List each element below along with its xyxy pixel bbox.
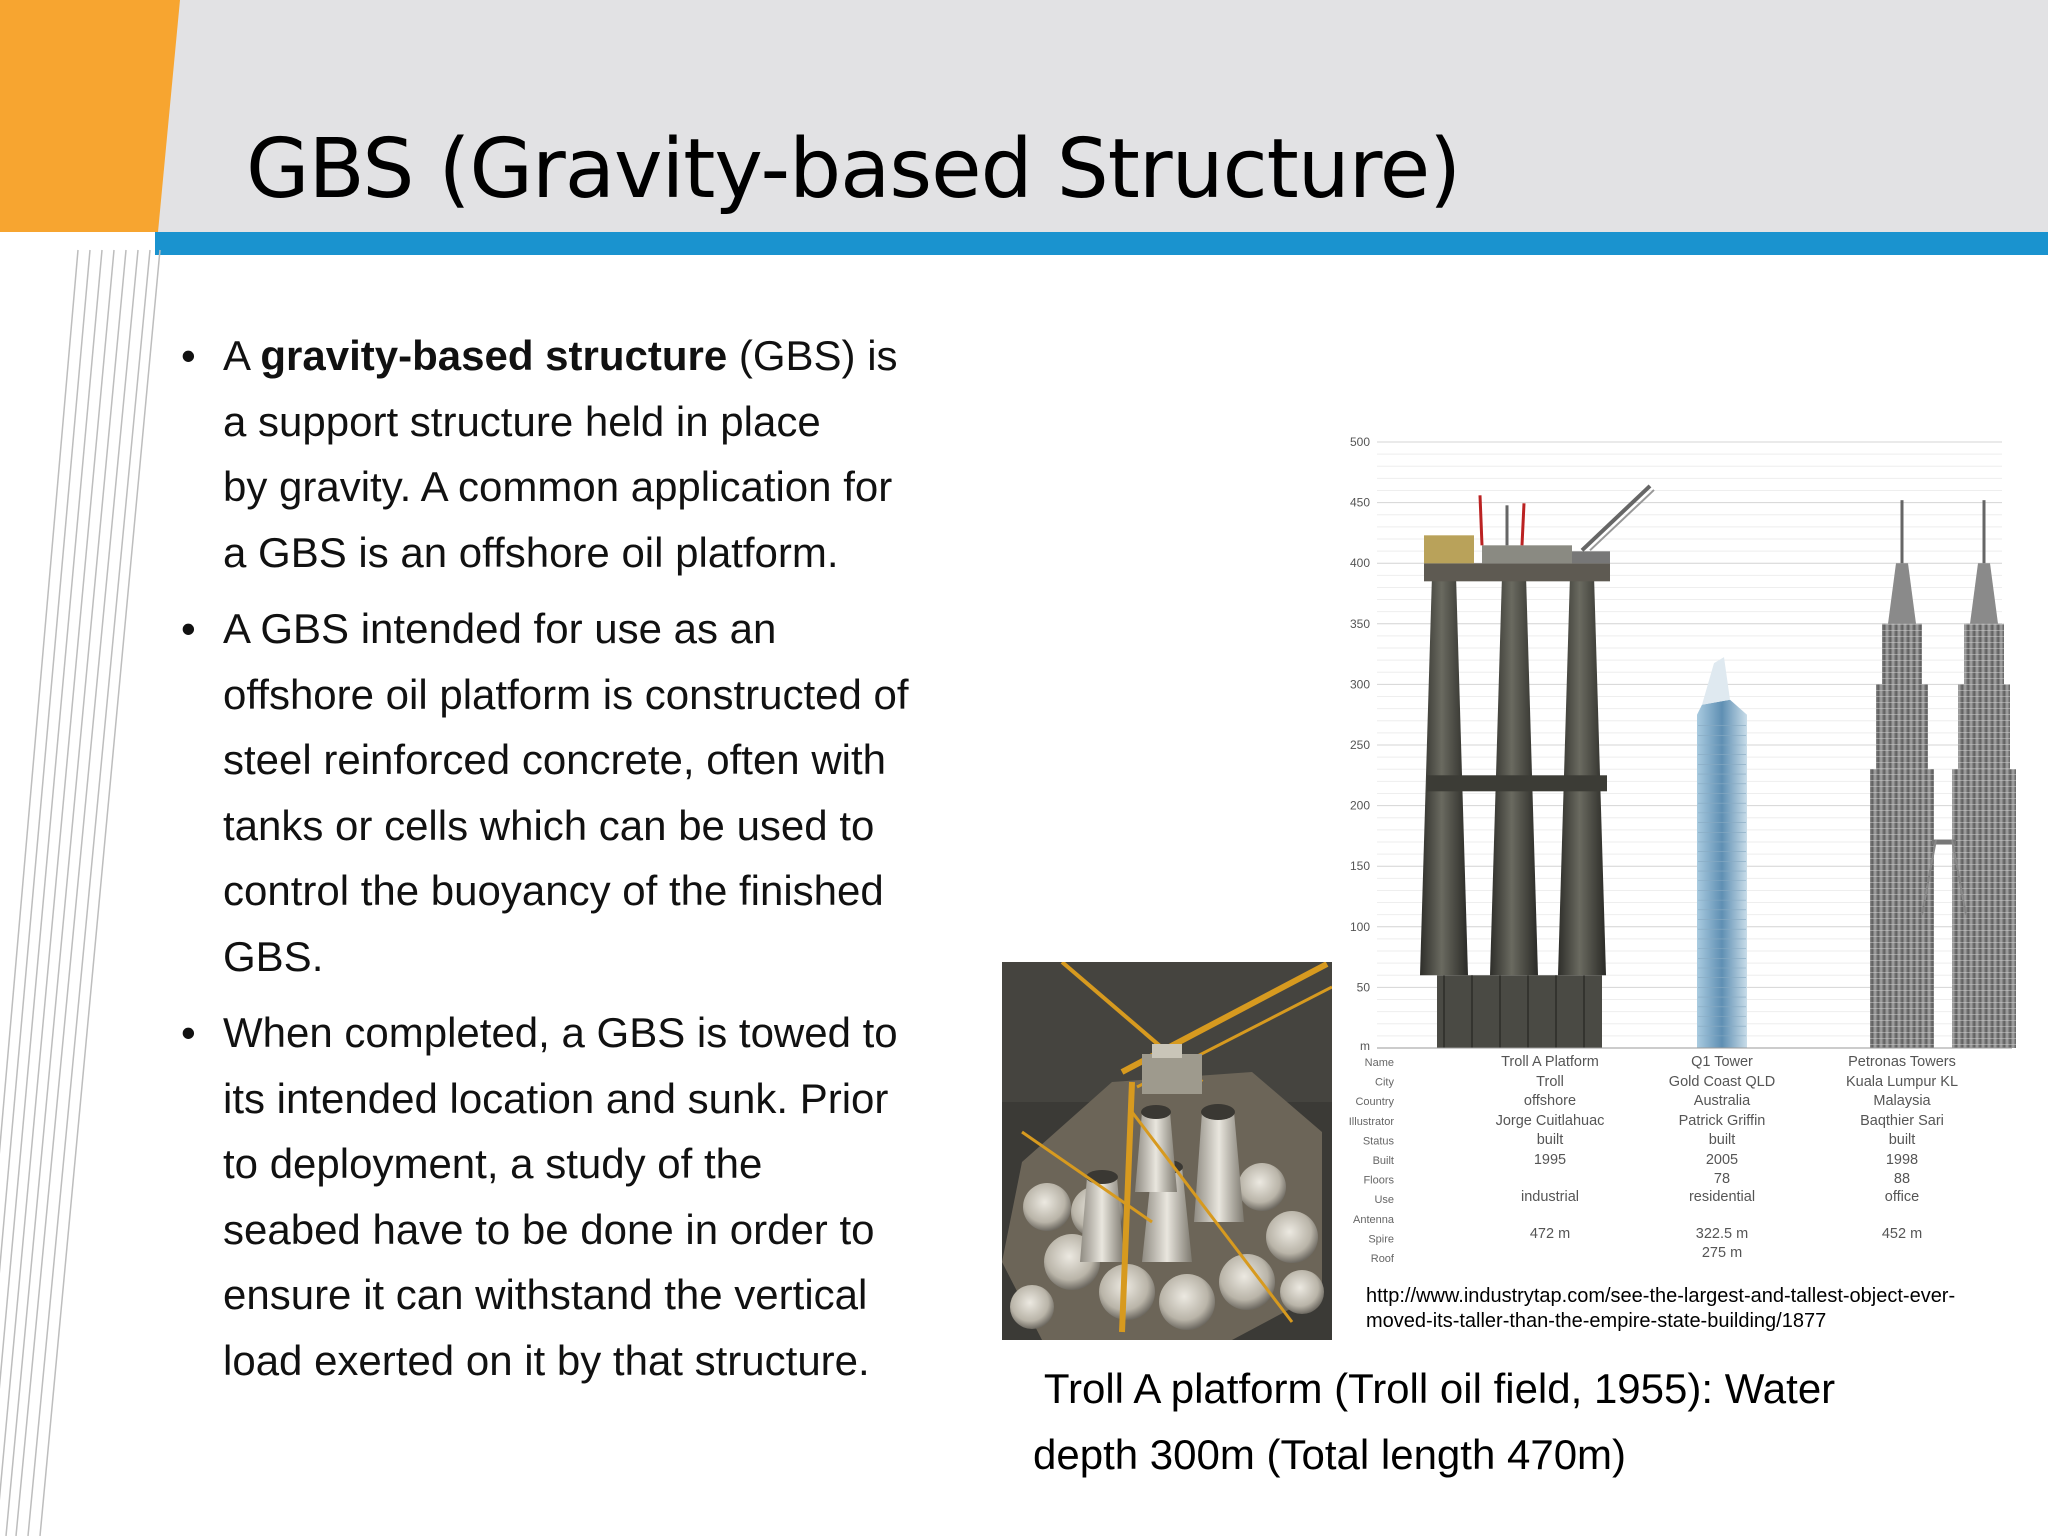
info-cell-floors: 88 [1893,1171,1911,1187]
bullet-line: control the buoyancy of the finished [223,867,884,914]
source-url-line[interactable]: moved-its-taller-than-the-empire-state-building/1877 [1366,1310,1827,1332]
cell [1159,1274,1215,1330]
y-tick-label: 450 [1349,495,1370,510]
troll-deck [1424,563,1610,581]
height-comparison-chart [1332,420,2048,1275]
row-label: Built [1372,1155,1394,1167]
caption-line: Troll A platform (Troll oil field, 1955): Water [1033,1365,1836,1412]
y-tick-label: 150 [1349,859,1370,874]
troll-crossbeam [1427,775,1607,791]
petronas-tier [1964,624,2004,685]
bullet-line: tanks or cells which can be used to [223,801,875,849]
cell [1280,1270,1324,1314]
row-label: City [1375,1076,1394,1089]
row-label: Antenna [1353,1213,1394,1226]
info-cell-name: Q1 Tower [1691,1054,1753,1070]
info-cell-city: Gold Coast QLD [1668,1074,1776,1090]
bullet-line: by gravity. A common application for [223,463,893,510]
y-tick-label: 300 [1349,677,1370,692]
y-tick-label: 100 [1349,919,1370,934]
bullet-text: A [223,332,261,379]
source-url-line[interactable]: http://www.industrytap.com/see-the-largest-and-tallest-object-ever- [1366,1285,1956,1307]
troll-base-cells [1437,975,1602,1048]
info-cell-city: Troll [1536,1074,1564,1090]
cell [1023,1183,1071,1231]
bold-term: gravity-based structure [260,332,728,379]
row-label: Name [1364,1057,1394,1069]
row-label: Illustrator [1348,1115,1394,1128]
info-cell-built: 1995 [1533,1152,1567,1168]
cell [1266,1211,1318,1263]
bullet-line [223,323,995,389]
slide-title: GBS (Gravity-based Structure) [246,122,1461,217]
deco-line [6,250,126,1536]
info-cell-built: 1998 [1885,1152,1919,1168]
figure-caption [1033,1356,1835,1488]
bullet-line: its intended location and sunk. Prior [223,1074,889,1122]
y-tick-label: 400 [1349,556,1370,571]
deco-line [0,250,114,1536]
q1-tower [1697,657,1747,1048]
source-url[interactable] [1366,1284,1955,1334]
troll-module [1572,551,1610,563]
bullet-dot-icon: • [181,332,196,379]
bullet-list [175,323,995,1404]
info-cell-name: Troll A Platform [1501,1054,1599,1070]
petronas-body [1952,769,2016,1048]
deco-line [40,250,160,1536]
bullet-item [175,596,995,989]
bullet-line: GBS. [223,932,324,980]
bullet-text: (GBS) is [727,332,898,379]
y-tick-label: 250 [1349,738,1370,752]
shaft [1080,1177,1124,1262]
row-label: Use [1374,1194,1394,1207]
y-tick-label: 350 [1349,616,1370,631]
bullet-item [175,1000,995,1393]
petronas-tier [1958,684,2010,769]
q1-body [1697,700,1747,1048]
info-cell-illustrator: Baqthier Sari [1860,1113,1944,1129]
bullet-line: When completed, a GBS is towed to [223,1009,898,1056]
bullet-line: load exerted on it by that structure. [223,1336,870,1384]
info-cell-floors: 78 [1713,1171,1731,1187]
petronas-body [1870,769,1934,1048]
info-cell-spire: 322.5 m [1695,1226,1749,1242]
row-label: Roof [1370,1253,1394,1265]
troll-module [1424,535,1474,563]
deco-line [28,250,150,1536]
info-cell-built: 2005 [1705,1152,1739,1168]
cell [1010,1285,1054,1329]
info-cell-country: Malaysia [1873,1093,1931,1109]
troll-derrick [1522,503,1524,545]
petronas-tier [1876,684,1928,769]
shaft-top [1086,1170,1118,1184]
bullet-dot-icon: • [181,605,196,652]
caption-line: depth 300m (Total length 470m) [1033,1431,1627,1478]
deco-line [16,250,138,1536]
bullet-dot-icon: • [181,1009,196,1056]
photo-deck-equipment [1142,1054,1202,1094]
info-cell-use: office [1884,1189,1920,1205]
info-cell-status: built [1888,1132,1916,1148]
info-cell-use: industrial [1520,1189,1580,1205]
decorative-lines [0,0,200,1536]
info-cell-country: Australia [1693,1093,1751,1109]
shaft-top [1141,1105,1171,1119]
bullet-line: ensure it can withstand the vertical [223,1271,868,1318]
info-cell-city: Kuala Lumpur KL [1845,1074,1959,1090]
petronas-tier [1882,624,1922,685]
photo-deck-equipment [1152,1044,1182,1058]
row-label: Spire [1368,1233,1394,1246]
info-cell-status: built [1536,1132,1564,1148]
troll-module [1482,545,1572,563]
info-cell-illustrator: Jorge Cuitlahuac [1495,1113,1605,1129]
info-cell-use: residential [1688,1189,1756,1205]
bullet-line: seabed have to be done in order to [223,1205,875,1253]
gbs-construction-photo [1002,962,1332,1340]
y-tick-label: 50 [1356,980,1370,995]
info-cell-country: offshore [1523,1093,1577,1109]
y-tick-label: m [1360,1039,1370,1053]
info-cell-illustrator: Patrick Griffin [1678,1113,1766,1129]
info-cell-status: built [1708,1132,1736,1148]
row-label: Floors [1363,1174,1394,1187]
bullet-line: steel reinforced concrete, often with [223,736,887,783]
cell [1238,1163,1286,1211]
bullet-line: A GBS intended for use as an [223,605,777,652]
bullet-line: a support structure held in place [223,397,821,445]
deco-line [0,250,102,1536]
info-cell-roof: 275 m [1701,1245,1743,1261]
shaft-top [1201,1104,1235,1120]
bullet-item [175,323,995,585]
row-label: Country [1355,1096,1394,1109]
row-label: Status [1362,1135,1394,1148]
bullet-line: to deployment, a study of the [223,1140,763,1187]
y-tick-label: 200 [1349,798,1370,813]
title-underline-bar [155,232,2048,255]
bullet-line: offshore oil platform is constructed of [223,670,909,718]
info-cell-spire: 452 m [1881,1226,1923,1242]
bullet-line: a GBS is an offshore oil platform. [223,528,839,576]
y-tick-label: 500 [1349,435,1370,449]
troll-derrick [1480,495,1482,545]
info-cell-spire: 472 m [1529,1226,1571,1242]
info-cell-name: Petronas Towers [1848,1054,1956,1070]
